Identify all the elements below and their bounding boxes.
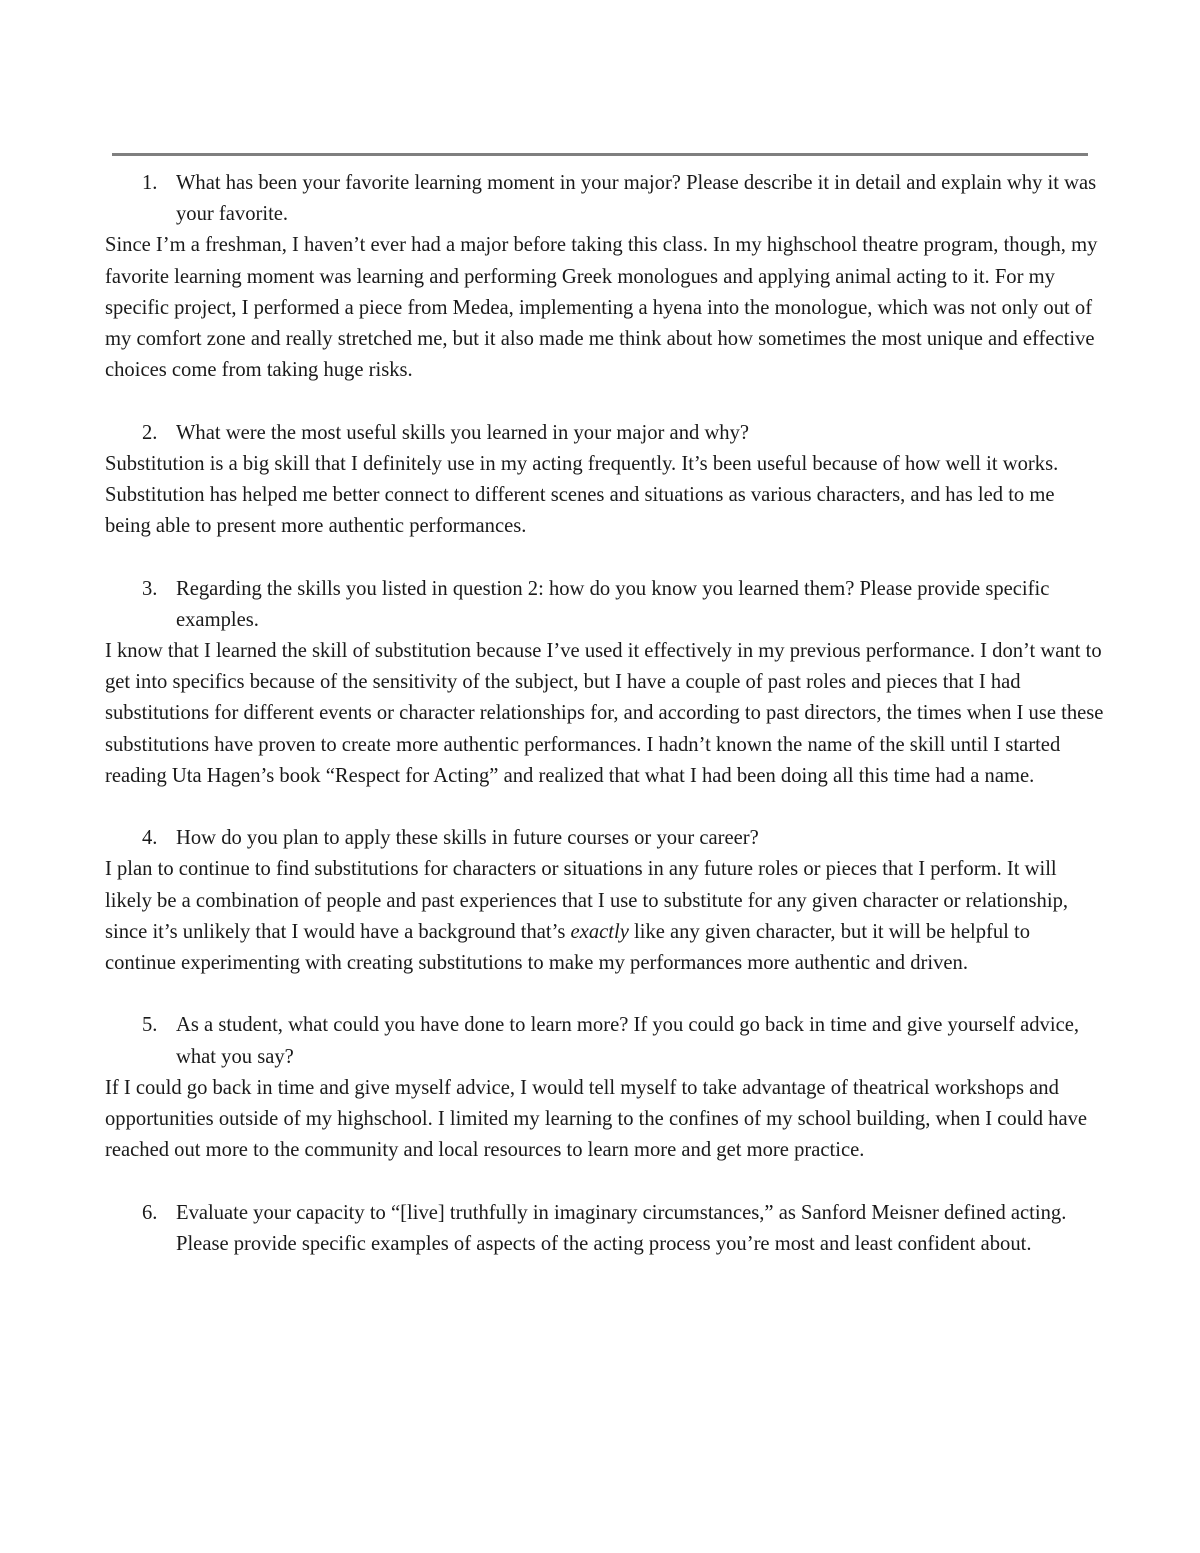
question-text: What were the most useful skills you learned in your major and why? [176,421,750,444]
answer-4 [105,854,1105,979]
question-number: 4. [142,827,158,850]
answer-4-part-1: I plan to continue to find substitutions for characters or situations in any future roles or pieces that I perform. It will likely be a combination of people and past experiences that I use to substitute for any given character or relationship, since it’s unlikely that I would have a background that’s [105,858,1069,943]
question-text: How do you plan to apply these skills in future courses or your career? [176,827,759,850]
question-6 [105,1198,1105,1260]
document-body [105,168,1105,1260]
question-text: What has been your favorite learning moment in your major? Please describe it in detail and explain why it was your favorite. [176,172,1097,226]
answer-1: Since I’m a freshman, I haven’t ever had a major before taking this class. In my highschool theatre program, though, my favorite learning moment was learning and performing Greek monologues and applying animal acting to it. For my specific project, I performed a piece from Medea, implementing a hyena into the monologue, which was not only out of my comfort zone and really stretched me, but it also made me think about how sometimes the most unique and effective choices come from taking huge risks. [105,234,1098,382]
answer-4-emphasis: exactly [570,920,629,943]
question-text: As a student, what could you have done to learn more? If you could go back in time and give yourself advice, what you say? [176,1014,1079,1068]
question-number: 3. [142,577,158,600]
question-5 [105,1010,1105,1072]
answer-5: If I could go back in time and give myself advice, I would tell myself to take advantage of theatrical workshops and opportunities outside of my highschool. I limited my learning to the confines of my school building, when I could have reached out more to the community and local resources to learn more and get more practice. [105,1076,1088,1162]
question-1 [105,168,1105,230]
question-text: Regarding the skills you listed in question 2: how do you know you learned them? Please provide specific examples. [176,577,1050,631]
question-number: 1. [142,172,158,194]
question-number: 6. [142,1201,158,1224]
header-rule [112,153,1088,156]
question-2 [105,418,1105,449]
question-4 [105,823,1105,854]
answer-3: I know that I learned the skill of substitution because I’ve used it effectively in my previous performance. I don’t want to get into specifics because of the sensitivity of the subject, but I have a couple of past roles and pieces that I had substitutions for different events or character relationships for, and according to past directors, the times when I use these substitutions have proven to create more authentic performances. I hadn’t known the name of the skill until I started reading Uta Hagen’s book “Respect for Acting” and realized that what I had been doing all this time had a name. [105,640,1104,787]
question-3 [105,574,1105,636]
answer-2: Substitution is a big skill that I definitely use in my acting frequently. It’s been useful because of how well it works. Substitution has helped me better connect to different scenes and situations as various characters, and has led to me being able to present more authentic performances. [105,452,1059,538]
question-number: 5. [142,1014,158,1037]
answer-4-part-2: like any given character, but it will be helpful to continue experimenting with creating substitutions to make my performances more authentic and driven. [105,920,1031,975]
question-text: Evaluate your capacity to “[live] truthfully in imaginary circumstances,” as Sanford Meisner defined acting. Please provide specific examples of aspects of the acting process you’re most and least confident about. [176,1201,1067,1255]
question-number: 2. [142,421,158,444]
